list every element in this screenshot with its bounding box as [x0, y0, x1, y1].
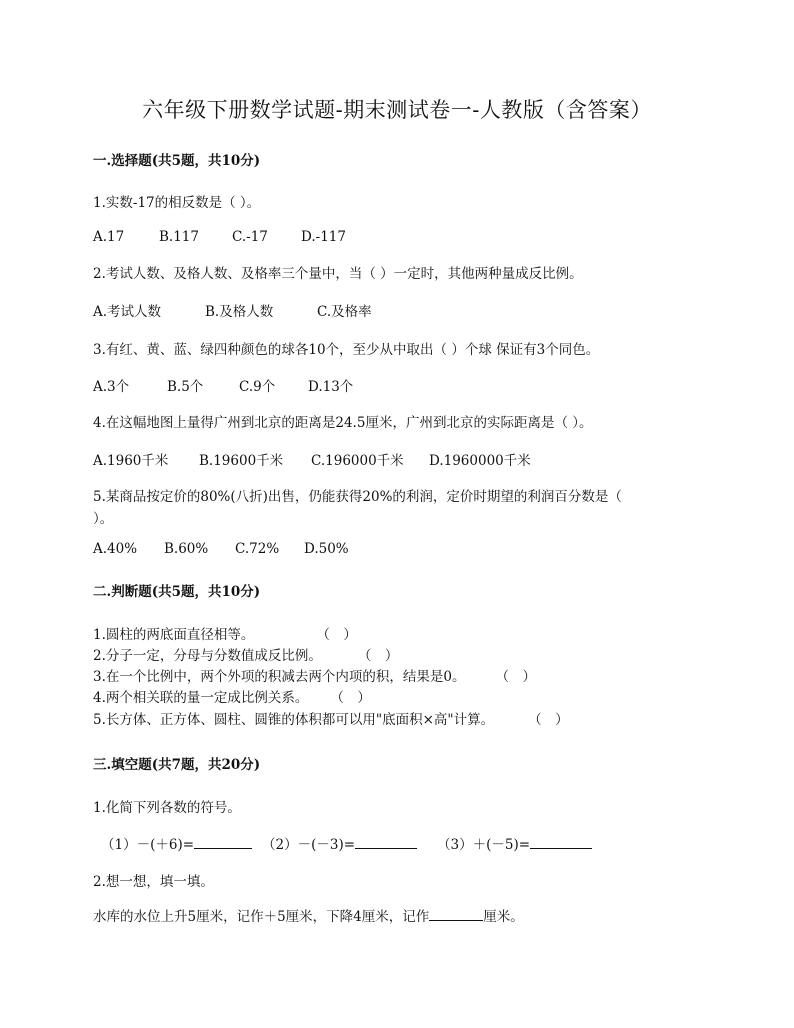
sentence-before: 水库的水位上升5厘米，记作＋5厘米，下降4厘米，记作	[93, 909, 430, 925]
answer-paren: （ ）	[528, 712, 569, 728]
judge-text: 3.在一个比例中，两个外项的积减去两个内项的积，结果是0。	[93, 669, 466, 685]
option-b: B.5个	[167, 379, 204, 395]
judge-item	[93, 665, 536, 685]
option-c: C.9个	[239, 379, 276, 395]
question-text: 2.考试人数、及格人数、及格率三个量中，当（ ）一定时，其他两种量成反比例。	[93, 266, 583, 282]
answer-blank-1[interactable]	[194, 835, 252, 849]
option-b: B.117	[159, 229, 199, 245]
fill-part-3: （3）＋(－5)=	[437, 837, 531, 853]
option-d: D.50%	[304, 541, 349, 557]
answer-blank-3[interactable]	[530, 835, 592, 849]
options-row	[93, 375, 353, 395]
fill-part-1: （1）－(＋6)=	[101, 837, 195, 853]
judge-item	[93, 686, 371, 706]
answer-paren: （ ）	[330, 690, 371, 706]
option-c: C.196000千米	[311, 453, 404, 469]
option-c: C.-17	[232, 229, 268, 245]
sentence-after: 厘米。	[483, 909, 524, 925]
options-row	[93, 229, 346, 245]
question-text: 1.化简下列各数的符号。	[93, 800, 241, 816]
option-a: A.40%	[93, 541, 138, 557]
option-a: A.1960千米	[93, 453, 169, 469]
option-c: C.72%	[235, 541, 280, 557]
option-c: C.及格率	[317, 304, 372, 320]
option-b: B.19600千米	[199, 453, 284, 469]
option-d: D.-117	[301, 229, 346, 245]
section-heading-choice: 一.选择题(共5题，共10分)	[93, 153, 261, 169]
answer-paren: （ ）	[357, 648, 399, 664]
option-a: A.考试人数	[93, 304, 162, 320]
answer-paren: （ ）	[495, 669, 536, 685]
question-text-continued: ）。	[93, 511, 114, 527]
options-row	[93, 300, 372, 320]
question-text: 5.某商品按定价的80%(八折)出售，仍能获得20%的利润，定价时期望的利润百分数是（	[93, 489, 622, 505]
answer-blank-4[interactable]	[429, 907, 483, 921]
judge-item	[93, 644, 398, 664]
answer-blank-2[interactable]	[355, 835, 417, 849]
option-a: A.3个	[93, 379, 130, 395]
page-title: 六年级下册数学试题-期末测试卷一-人教版（含答案）	[142, 98, 652, 122]
option-b: B.60%	[164, 541, 209, 557]
section-heading-fill: 三.填空题(共7题，共20分)	[93, 757, 261, 773]
fill-part-2: （2）－(－3)=	[262, 837, 356, 853]
section-heading-judge: 二.判断题(共5题，共10分)	[93, 584, 261, 600]
judge-text: 4.两个相关联的量一定成比例关系。	[93, 690, 309, 706]
fill-row	[93, 833, 592, 853]
question-text: 4.在这幅地图上量得广州到北京的距离是24.5厘米，广州到北京的实际距离是（ ）。	[93, 415, 593, 431]
options-row	[93, 449, 531, 469]
question-text: 3.有红、黄、蓝、绿四种颜色的球各10个，至少从中取出（ ）个球 保证有3个同色。	[93, 342, 600, 358]
question-text: 1.实数-17的相反数是（ ）。	[93, 195, 261, 211]
judge-text: 2.分子一定，分母与分数值成反比例。	[93, 648, 322, 664]
judge-text: 5.长方体、正方体、圆柱、圆锥的体积都可以用"底面积×高"计算。	[93, 712, 495, 728]
option-b: B.及格人数	[205, 304, 274, 320]
option-a: A.17	[93, 229, 125, 245]
answer-paren: （ ）	[316, 627, 357, 643]
question-text: 2.想一想，填一填。	[93, 874, 214, 890]
judge-item	[93, 623, 357, 643]
judge-item	[93, 708, 569, 728]
judge-text: 1.圆柱的两底面直径相等。	[93, 627, 255, 643]
options-row	[93, 541, 349, 557]
option-d: D.1960000千米	[429, 453, 531, 469]
option-d: D.13个	[308, 379, 354, 395]
fill-sentence	[93, 905, 524, 925]
